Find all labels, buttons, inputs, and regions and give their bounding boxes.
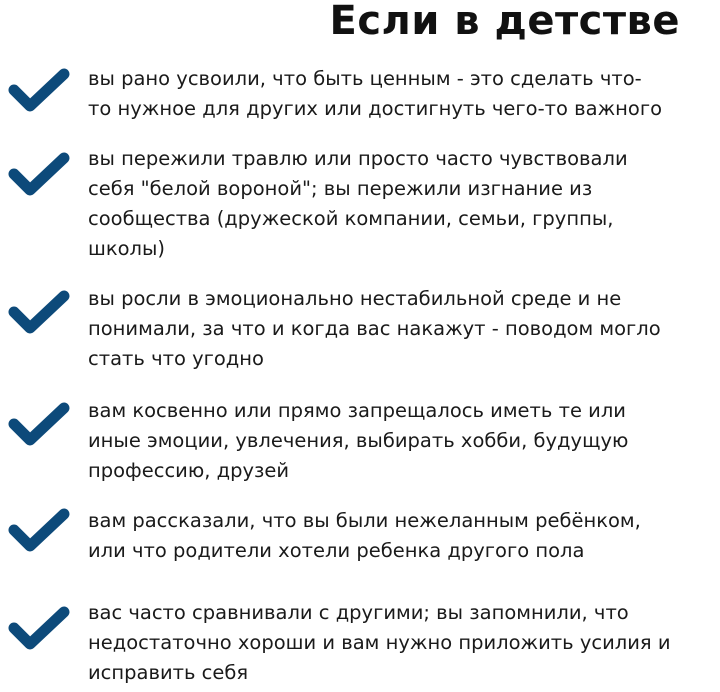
text-line: вам рассказали, что вы были нежеланным ребёнком, <box>88 509 641 532</box>
text-line: профессию, друзей <box>88 459 290 482</box>
checkmark-icon <box>8 290 70 338</box>
text-line: или что родители хотели ребенка другого пола <box>88 539 585 562</box>
list-item-text <box>88 144 716 264</box>
list-item-text <box>88 284 716 374</box>
text-line: то нужное для других или достигнуть чего-то важного <box>88 97 662 120</box>
text-line: понимали, за что и когда вас накажут - поводом могло <box>88 317 661 340</box>
checkmark-icon <box>8 508 70 556</box>
text-line: вас часто сравнивали с другими; вы запомнили, что <box>88 601 629 624</box>
text-line: иные эмоции, увлечения, выбирать хобби, будущую <box>88 429 629 452</box>
text-line: стать что угодно <box>88 347 264 370</box>
list-item-text <box>88 64 716 124</box>
checkmark-icon <box>8 152 70 200</box>
list-item-text <box>88 598 716 688</box>
page-title: Если в детстве <box>329 0 680 44</box>
checkmark-icon <box>8 606 70 654</box>
text-line: недостаточно хороши и вам нужно приложить усилия и <box>88 631 671 654</box>
text-line: исправить себя <box>88 661 249 684</box>
text-line: вы росли в эмоционально нестабильной среде и не <box>88 287 622 310</box>
text-line: сообщества (дружеской компании, семьи, группы, <box>88 207 614 230</box>
text-line: вы пережили травлю или просто часто чувствовали <box>88 147 628 170</box>
checkmark-icon <box>8 68 70 116</box>
text-line: школы) <box>88 237 166 260</box>
list-item-text <box>88 396 716 486</box>
text-line: вы рано усвоили, что быть ценным - это сделать что- <box>88 67 642 90</box>
checkmark-icon <box>8 402 70 450</box>
text-line: себя "белой вороной"; вы пережили изгнание из <box>88 177 593 200</box>
text-line: вам косвенно или прямо запрещалось иметь те или <box>88 399 626 422</box>
list-item-text <box>88 506 716 566</box>
